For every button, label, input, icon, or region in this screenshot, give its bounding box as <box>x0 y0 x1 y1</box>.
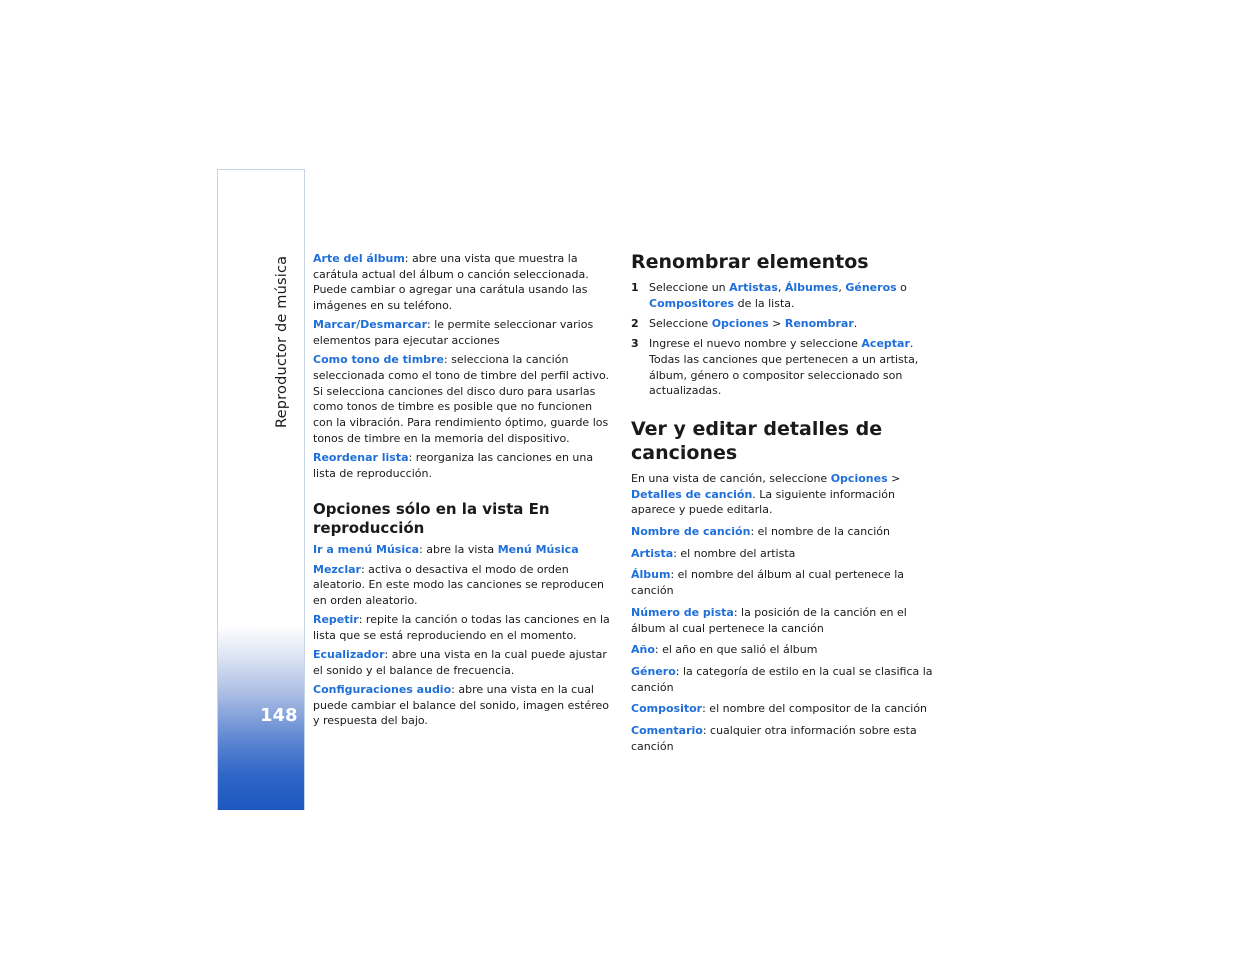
option-equalizer: Ecualizador: abre una vista en la cual puede ajustar el sonido y el balance de frecuencia. <box>313 648 607 677</box>
left-column <box>313 251 615 733</box>
field-song-name: Nombre de canción: el nombre de la canción <box>631 525 891 539</box>
field-year: Año: el año en que salió el álbum <box>631 643 818 657</box>
option-ringtone: Como tono de timbre: selecciona la canción seleccionada como el tono de timbre del perfil activo. Si selecciona canciones del disco duro para usarlas como tonos de timbre es posible que no funcionen con la vibración. Para rendimiento óptimo, guarde los tonos de timbre en la memoria del dispositivo. <box>313 353 610 445</box>
field-comment: Comentario: cualquier otra información sobre esta canción <box>631 724 917 753</box>
rename-step-2: 2 Seleccione Opciones > Renombrar. <box>631 316 858 330</box>
field-artist: Artista: el nombre del artista <box>631 546 796 560</box>
option-reorder-list: Reordenar lista: reorganiza las canciones en una lista de reproducción. <box>313 450 594 480</box>
rename-step-3: 3 Ingrese el nuevo nombre y seleccione Aceptar. Todas las canciones que pertenecen a un artista, álbum, género o compositor seleccionado son actualizadas. <box>631 337 919 398</box>
subheading-now-playing-options: Opciones sólo en la vista En reproducción <box>313 500 550 538</box>
page-number: 148 <box>260 705 298 726</box>
option-album-art: Arte del álbum: abre una vista que muestra la carátula actual del álbum o canción seleccionada. Puede cambiar o agregar una carátula usando las imágenes en su teléfono. <box>313 252 589 313</box>
option-goto-music-menu: Ir a menú Música: abre la vista Menú Música <box>313 543 579 557</box>
chapter-title: Reproductor de música <box>274 255 290 428</box>
right-column <box>631 250 936 760</box>
heading-rename-items: Renombrar elementos <box>631 251 869 273</box>
rename-step-1: 1 Seleccione un Artistas, Álbumes, Géneros o Compositores de la lista. <box>631 281 907 310</box>
details-intro: En una vista de canción, seleccione Opciones > Detalles de canción. La siguiente información aparece y puede editarla. <box>631 471 901 517</box>
rename-steps <box>631 280 936 399</box>
field-track-number: Número de pista: la posición de la canción en el álbum al cual pertenece la canción <box>631 605 907 635</box>
option-repeat: Repetir: repite la canción o todas las canciones en la lista que se está reproduciendo en el momento. <box>313 613 610 642</box>
option-shuffle: Mezclar: activa o desactiva el modo de orden aleatorio. En este modo las canciones se reproducen en orden aleatorio. <box>313 562 604 607</box>
field-album: Álbum: el nombre del álbum al cual pertenece la canción <box>631 568 904 598</box>
field-composer: Compositor: el nombre del compositor de la canción <box>631 702 928 716</box>
option-mark-unmark: Marcar/Desmarcar: le permite seleccionar varios elementos para ejecutar acciones <box>313 318 594 348</box>
field-genre: Género: la categoría de estilo en la cual se clasifica la canción <box>631 664 933 694</box>
option-audio-settings: Configuraciones audio: abre una vista en la cual puede cambiar el balance del sonido, imagen estéreo y respuesta del bajo. <box>313 682 609 728</box>
heading-song-details: Ver y editar detalles de canciones <box>631 417 883 464</box>
song-detail-fields <box>631 471 936 755</box>
